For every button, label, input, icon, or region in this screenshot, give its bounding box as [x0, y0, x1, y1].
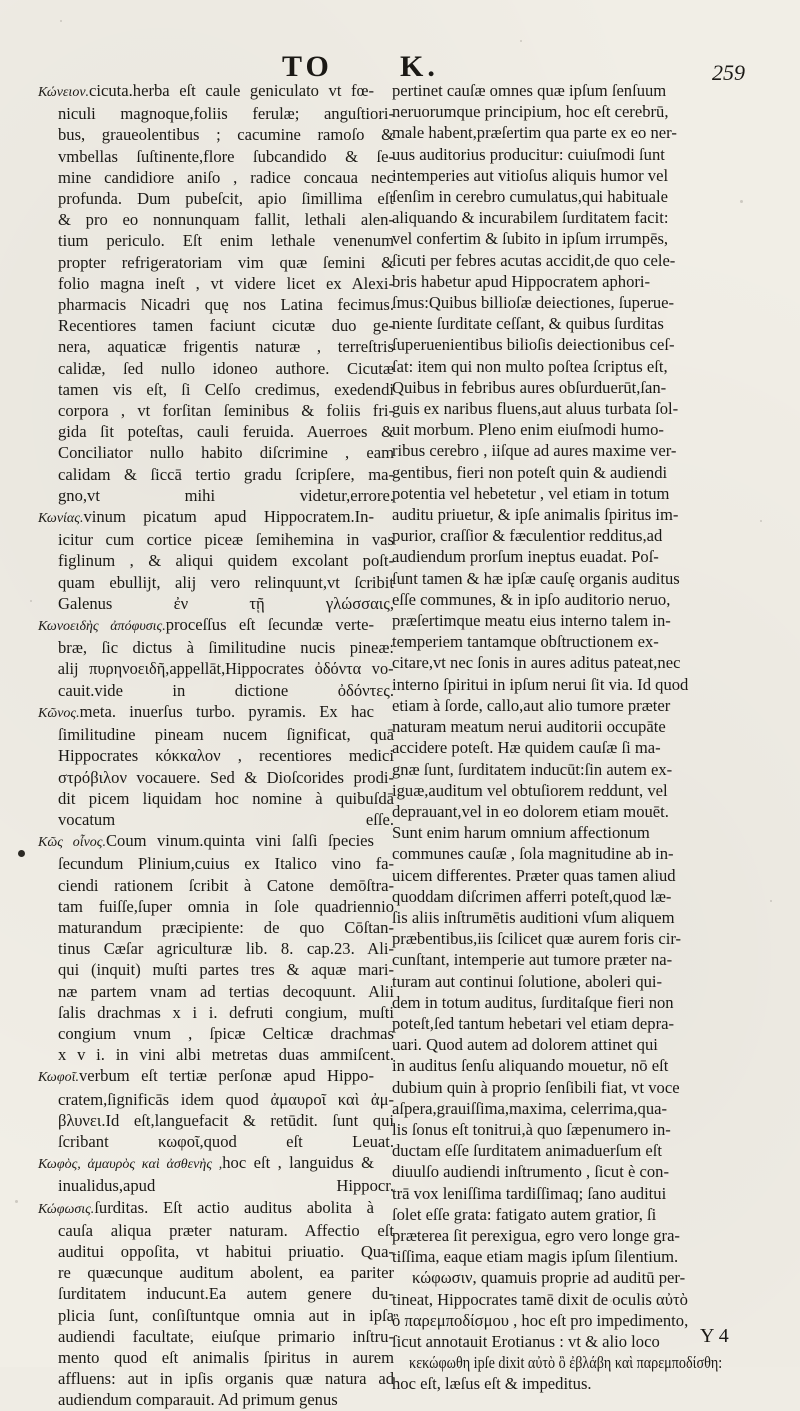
text-line: uari. Quod autem ad dolorem attinet qui — [392, 1035, 658, 1055]
paper-speck — [15, 1200, 18, 1203]
text-line: gentibus, fieri non poteſt quin & audiendi — [392, 462, 668, 482]
text-line — [38, 1262, 394, 1283]
text-line: aſpera,grauiſſima,maxima, celerrima,qua- — [392, 1098, 668, 1118]
text-line: pertinet cauſæ omnes quæ ipſum ſenſuum — [392, 81, 667, 100]
text-line — [38, 1110, 394, 1131]
text-line: temperiem tantamque obſtructionem ex- — [392, 632, 659, 652]
text-line: neruorumque principium, hoc eſt cerebrū, — [392, 102, 669, 122]
text-line: ribus cerebro , iiſque ad aures maxime ver- — [392, 441, 677, 461]
entry-text: ciendi rationem ſcribit à Catone demōſtra- — [58, 875, 394, 895]
entry-lemma: Κῶς οἶνος. — [38, 835, 106, 851]
text-line — [38, 701, 374, 724]
entry-text: inualidus,apud Hippocr. — [58, 1176, 394, 1196]
entry-lemma: Κώνειον. — [38, 85, 90, 100]
entry-text: maturandum præcipiente: de quo Cōſtan- — [58, 917, 394, 937]
entry-lemma: Κώφωσις. — [38, 1201, 95, 1217]
entry-text: niculi magnoque,foliis ferulæ; anguſtiori- — [58, 104, 394, 124]
entry-text: cauit.vide in dictione ὀδόντες. — [58, 680, 394, 700]
text-line: ſicut annotauit Erotianus : vt & alio loco — [392, 1331, 660, 1351]
header-left: TO — [282, 50, 333, 83]
text-line — [38, 1175, 394, 1196]
entry-text: ſecundum Plinium,cuius ex Italico vino fa- — [58, 854, 394, 874]
entry-text: dit picem liquidam hoc nomine à quibuſdā — [58, 788, 394, 808]
text-line: tineat, Hippocrates tamē dixit de oculis αὐτὸ — [392, 1289, 688, 1309]
entry-text: re quæcunque auditum abolent, ea pariter — [58, 1263, 394, 1283]
text-line: deprauant,vel in eo dolorem etiam mouēt. — [392, 801, 669, 821]
text-line — [38, 230, 394, 251]
text-line: vel confertim & ſubito in ipſum irrumpēs, — [392, 229, 669, 249]
text-line: eſſe communes, & in ipſo auditorio neruo, — [392, 589, 671, 609]
text-line — [38, 273, 394, 294]
text-line: ſmus:Quibus billioſæ deiectiones, ſuperue- — [392, 293, 675, 313]
text-line: accidere poteſt. Hæ quidem cauſæ ſi ma- — [392, 738, 661, 758]
text-line: communes cauſæ , ſola magnitudine ab in- — [392, 844, 674, 864]
text-line — [38, 917, 394, 938]
text-line — [38, 188, 394, 209]
right-column — [392, 80, 722, 1395]
entry-text: alij πυρηνοειδῆ,appellāt,Hippocrates ὀδόντα vo- — [57, 659, 394, 679]
text-line: in auditus ſenſu aliquando mouetur, nō eſt — [392, 1056, 669, 1076]
text-line: ὃ παρεμποδίσμου , hoc eſt pro impedimento, — [392, 1310, 689, 1330]
text-line — [38, 896, 394, 917]
text-line: ſis aliis inſtrumētis auditioni vſum aliquem — [392, 907, 675, 927]
text-line: interno ſpiritui in ipſum nerui ſit via. Id quod — [392, 674, 689, 694]
header-right: K. — [400, 50, 439, 83]
entry-text: quam ebullijt, alij vero relinquunt,vt ſcribit — [58, 572, 394, 592]
text-line: dubium quin à proprio ſenſibili fiat, vt voce — [392, 1077, 680, 1097]
entry-text: vinum picatum apud Hippocratem.In- — [83, 507, 374, 527]
text-line — [38, 614, 374, 637]
text-line — [38, 1197, 374, 1220]
entry-text: Recentiores tamen faciunt cicutæ duo ge- — [58, 316, 394, 336]
text-line — [38, 358, 394, 379]
paper-speck — [740, 200, 743, 203]
text-line: præbentibus,iis ſcilicet quæ aurem foris cir- — [392, 929, 682, 949]
entry-text: hoc eſt , languidus & — [222, 1153, 374, 1173]
text-line: quoddam diſcrimen afferri poteſt,quod læ- — [392, 886, 672, 906]
entry-text: & pro eo nonnunquam fallit, lethali alen- — [58, 210, 394, 230]
entry-lemma: Κωφὸς, ἀμαυρὸς καὶ ἀσθενὴς , — [38, 1157, 223, 1173]
text-line — [38, 252, 394, 273]
text-line: citare,vt nec ſonis in aures aditus pateat,nec — [392, 653, 681, 673]
text-line — [38, 680, 394, 701]
entry-text: tamen vis eſt, ſi Celſo credimus, exedendi — [58, 379, 394, 399]
text-line: trā vox leniſſima tardiſſimaq; ſano auditui — [392, 1183, 667, 1203]
text-line — [38, 572, 394, 593]
entry-text: folio magna ineſt , vt videre licet ex Alexi- — [58, 273, 394, 293]
entry-text: calidæ, ſed nullo idoneo authore. Cicutæ — [58, 358, 394, 378]
entry-lemma: Κωφοῖ. — [38, 1070, 79, 1086]
entry-text: nera, aquaticæ frigentis naturæ , terreſtris — [58, 337, 394, 357]
left-column — [38, 80, 394, 1411]
text-line: guis ex naribus fluens,aut aluus turbata ſol- — [392, 399, 679, 419]
paper-speck — [30, 600, 32, 602]
text-line — [38, 788, 394, 809]
entry-text: icitur cum cortice piceæ ſemihemina in vas — [58, 530, 394, 550]
text-line — [38, 1002, 394, 1023]
paper-speck — [190, 1335, 192, 1337]
text-line: ſenſim in cerebro cumulatus,qui habituale — [392, 187, 669, 207]
entry-text: tium periculo. Eſt enim lethale venenum — [58, 231, 394, 251]
text-line: uit morbum. Pleno enim eiuſmodi humo- — [392, 420, 664, 440]
text-line — [38, 981, 394, 1002]
text-line — [38, 103, 394, 124]
entry-text: verbum eſt tertiæ perſonæ apud Hippo- — [78, 1066, 374, 1086]
entry-text: cauſa aliqua præter naturam. Affectio eſt — [58, 1220, 394, 1240]
paper-speck — [420, 1345, 422, 1347]
text-line: ſat: item qui non multo poſtea ſcriptus eſt, — [392, 356, 668, 376]
text-line — [38, 1220, 394, 1241]
text-line: ſicuti per febres acutas accidit,de quo cele- — [392, 250, 676, 270]
entry-text: ſcribant κωφοῖ,quod eſt Leuat. — [58, 1131, 394, 1151]
text-line — [38, 529, 394, 550]
text-line — [38, 1305, 394, 1326]
text-line — [38, 767, 394, 788]
entry-lemma: Κωνοειδὴς ἀπόφυσις. — [38, 619, 166, 635]
text-line — [38, 80, 374, 103]
text-line: diuulſo audiendi inſtrumento , ſicut è con- — [392, 1162, 669, 1182]
entry-lemma: Κῶνος. — [38, 705, 80, 721]
text-line: poteſt,ſed tantum hebetari vel etiam depra- — [392, 1013, 674, 1033]
text-line — [38, 724, 394, 745]
entry-text: cicuta.herba eſt caule geniculato vt fœ- — [89, 81, 374, 100]
text-line: gnæ ſunt, ſurditatem inducūt:ſin autem ex- — [392, 759, 673, 779]
text-line: præterea ſit perexigua, egro vero longe gra- — [392, 1225, 680, 1245]
text-line — [38, 1283, 394, 1304]
text-line — [38, 637, 394, 658]
entry-text: Galenus ἐν τῇ γλώσσαις, — [58, 593, 394, 613]
text-line: etiam à ſorde, callo,aut alio tumore præter — [392, 695, 671, 715]
text-line: bris habetur apud Hippocratem aphori- — [392, 271, 651, 291]
entry-text: audiendum comparauit. Ad primum genus — [58, 1390, 338, 1410]
entry-text: Coum vinum.quinta vini ſalſi ſpecies — [105, 831, 375, 851]
entry-text: propter refrigeratoriam vim quæ ſemini & — [58, 252, 394, 272]
text-line: dem in totum auditus, ſurditaſque fieri non — [392, 992, 674, 1012]
margin-bullet-mark — [18, 850, 25, 857]
entry-text: cratem,ſignificās idem quod ἀμαυροῖ καὶ ἀμ- — [58, 1089, 394, 1109]
entry-text: profunda. Dum pubeſcit, apio ſimillima eſt — [58, 189, 394, 209]
text-line — [38, 1241, 394, 1262]
entry-text: næ partem vnam ad tertias decoquunt. Alii — [58, 981, 394, 1001]
text-line: ductam eſſe ſurditatem animaduerſum eſt — [392, 1141, 663, 1161]
text-line — [38, 1044, 394, 1065]
text-line: intemperies aut vitioſus aliquis humor vel — [392, 165, 669, 185]
text-line — [38, 1065, 374, 1088]
text-line — [38, 209, 394, 230]
entry-text: congium vnum , ſpicæ Celticæ drachmas — [58, 1023, 394, 1043]
text-line: ſunt tamen & hæ ipſæ cauſę organis auditus — [392, 568, 680, 588]
text-line — [38, 506, 374, 529]
entry-text: x v i. in vini albi metretas duas ammiſcent. — [58, 1045, 394, 1065]
text-line — [38, 1023, 394, 1044]
text-line — [38, 875, 394, 896]
text-line — [38, 294, 394, 315]
entry-text: pharmacis Nicadri quę nos Latina fecimus. — [58, 295, 394, 315]
entry-text: affluens: aut in ipſis organis quæ natura ad — [58, 1369, 394, 1389]
text-line — [38, 315, 394, 336]
text-line: aliquando & incurabilem ſurditatem facit: — [392, 208, 669, 228]
text-line: Sunt enim harum omnium affectionum — [392, 823, 650, 843]
text-line — [38, 1131, 394, 1152]
entry-text: ſimilitudine pineam nucem ſignificat, quā — [58, 725, 394, 745]
text-line — [38, 853, 394, 874]
paper-speck — [610, 1300, 612, 1302]
text-line: naturam meatum nerui auditorii occupāte — [392, 717, 666, 737]
entry-text: gno,vt mihi videtur,errore. — [58, 485, 394, 505]
paper-speck — [760, 520, 762, 522]
text-line — [38, 593, 394, 614]
entry-text: bus, graueolentibus ; cacumine ramoſo & — [58, 125, 394, 145]
entry-text: ſalis drachmas x i i. defruti congium, muſti — [58, 1002, 394, 1022]
entry-text: Hippocrates κόκκαλον , recentiores medici — [58, 746, 394, 766]
text-line — [38, 745, 394, 766]
text-line: ſuperuenientibus bilioſis deiectionibus ceſ- — [392, 335, 675, 355]
entry-text: mine candidiore aniſo , radice concaua nec — [58, 167, 394, 187]
text-line: hoc eſt, læſus eſt & impeditus. — [392, 1374, 592, 1394]
entry-text: meta. inuerſus turbo. pyramis. Ex hac — [79, 701, 374, 721]
text-line — [38, 421, 394, 442]
text-line — [38, 379, 394, 400]
text-line: ſolet eſſe grata: fatigato autem gratior, ſi — [392, 1204, 657, 1224]
entry-text: calidam & ſiccā tertio gradu ſcripſere, ma- — [58, 464, 394, 484]
entry-text: vmbellas ſuſtinente,flore ſubcandido & ſe- — [58, 146, 394, 166]
entry-text: tam fuiſſe,ſuper omnia in ſole quadriennio — [58, 896, 394, 916]
text-line: niente ſurditate ceſſant, & quibus ſurditas — [392, 314, 664, 334]
entry-text: ſurditas. Eſt actio auditus abolita à — [94, 1197, 374, 1217]
text-line — [38, 124, 394, 145]
text-line — [38, 1347, 394, 1368]
text-line: præſertimque meatu eius interno talem in- — [392, 611, 671, 631]
text-line — [38, 1089, 394, 1110]
signature-mark: Y 4 — [700, 1325, 729, 1347]
text-line — [38, 485, 394, 506]
text-line: audiendum prorſum ineptus euadat. Poſ- — [392, 547, 659, 567]
text-line: auditu priuetur, & ipſe animalis ſpiritus im- — [392, 505, 679, 525]
entry-text: figlinum , & aliqui quidem excolant poſt- — [58, 551, 394, 571]
text-line: turam aut continui ſolutione, aboleri qui- — [392, 971, 663, 991]
text-line — [38, 442, 394, 463]
entry-text: βλυνει.Id eſt,languefacit & retūdit. ſunt qui — [58, 1110, 394, 1130]
entry-text: auditui oppoſita, vt habitui priuatio. Qua- — [58, 1241, 394, 1261]
text-line — [38, 1368, 394, 1389]
text-line — [38, 550, 394, 571]
entry-text: στρόβιλον vocauere. Sed & Dioſcorides prodi- — [58, 767, 394, 787]
text-line: κεκώφωθη ipſe dixit αὐτὸ ὃ ἐβλάβη καὶ παρεμποδίσθη: — [409, 1353, 723, 1373]
text-line — [38, 167, 394, 188]
text-line — [38, 1152, 374, 1175]
entry-text: audiendi facultate, eiuſque primario inſtru- — [58, 1326, 394, 1346]
text-line: male habent,præſertim qua parte ex eo ner- — [392, 123, 677, 143]
entry-text: ſurditatem inducunt.Ea autem genere du- — [58, 1284, 394, 1304]
text-line: potentia vel hebetetur , vel etiam in totum — [392, 483, 670, 503]
entry-text: vocatum eſſe. — [58, 809, 394, 829]
entry-text: plicia ſunt, conſiſtuntque omnia aut in ipſa — [58, 1305, 394, 1325]
text-line — [38, 146, 394, 167]
text-line — [38, 809, 394, 830]
entry-lemma: Κωνίας. — [38, 511, 84, 527]
entry-text: gida ſit poteſtas, cauli feruida. Auerroes & — [58, 422, 394, 442]
paper-speck — [520, 40, 522, 42]
entry-text: corpora , vt forſitan ſeminibus & foliis fri- — [58, 401, 394, 421]
entry-text: bræ, ſic dictus à ſimilitudine nucis pineæ: — [58, 638, 394, 658]
entry-text: qui (inquit) muſti partes tres & aquæ mari- — [58, 960, 394, 980]
text-line: purior, craſſior & fæculentior redditus,ad — [392, 526, 663, 546]
text-line: Quibus in febribus aures obſurduerūt,ſan- — [392, 377, 667, 397]
text-line: κώφωσιν, quamuis proprie ad auditū per- — [412, 1268, 686, 1288]
entry-text: mento quod eſt animalis ſpiritus in aurem — [58, 1347, 394, 1367]
page-number: 259 — [712, 60, 745, 85]
text-line — [38, 1389, 394, 1410]
entry-text: tinus Cæſar agriculturæ lib. 8. cap.23. Ali- — [58, 939, 394, 959]
text-line: iguæ,auditum vel obtuſiorem reddunt, vel — [392, 780, 668, 800]
text-line — [38, 464, 394, 485]
text-line — [38, 658, 394, 679]
paper-speck — [770, 900, 772, 902]
entry-text: proceſſus eſt ſecundæ verte- — [165, 615, 374, 635]
text-line — [38, 400, 394, 421]
text-line — [38, 336, 394, 357]
text-line: uicem differentes. Præter quas tamen aliud — [392, 865, 676, 885]
text-line — [38, 938, 394, 959]
paper-speck — [60, 20, 62, 22]
text-line — [38, 830, 374, 853]
text-line: cunſtant, intemperie aut tumore præter na- — [392, 950, 673, 970]
text-line: uus auditorius producitur: cuiuſmodi ſunt — [392, 144, 665, 164]
entry-text: Conciliator nullo habito diſcrimine , eam — [58, 443, 394, 463]
text-line: lis ſonus eſt tonitrui,à quo ſæpenumero in- — [392, 1119, 671, 1139]
text-line: tiſſima, eaque etiam magis ipſum ſilentium. — [392, 1247, 679, 1267]
text-line — [38, 1326, 394, 1347]
text-line — [38, 959, 394, 980]
